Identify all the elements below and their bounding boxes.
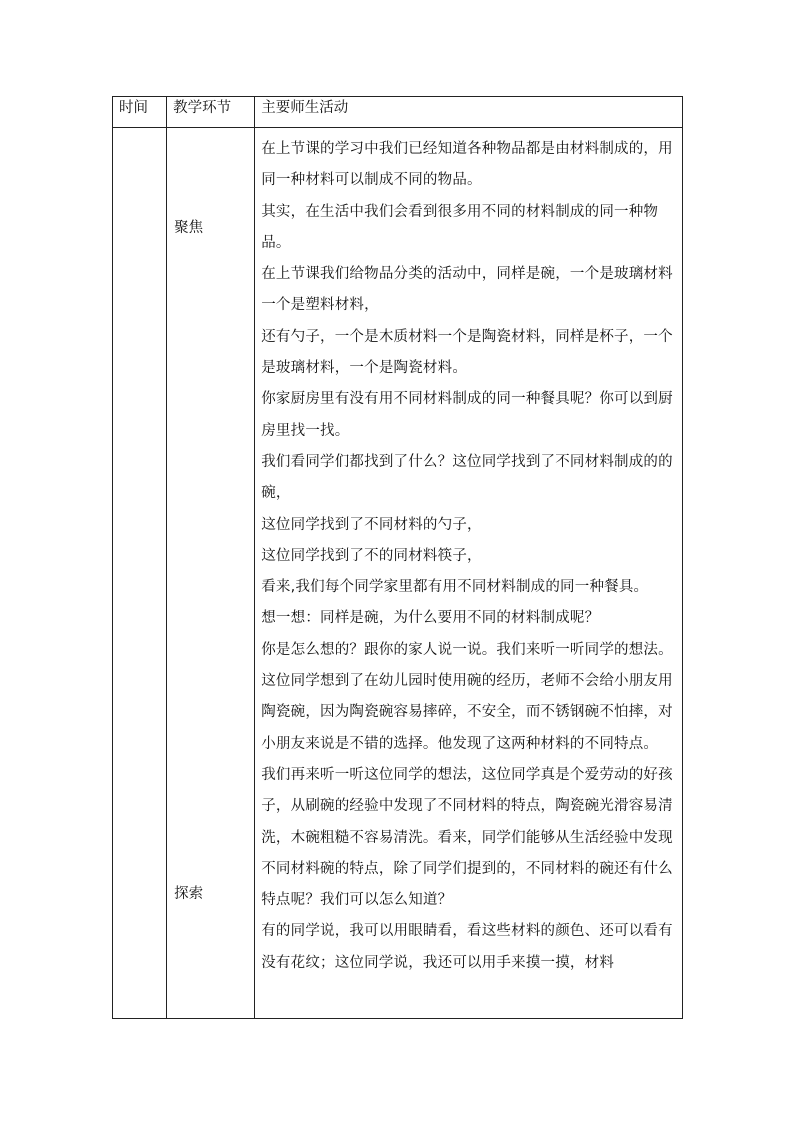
stage-explore: 探索 — [174, 886, 204, 902]
time-cell — [113, 128, 167, 1019]
header-stage: 教学环节 — [173, 100, 232, 116]
header-row — [113, 97, 683, 128]
activity-paragraph: 看来,我们每个同学家里都有用不同材料制成的同一种餐具。 — [261, 579, 649, 596]
activity-paragraph: 在上节课的学习中我们已经知道各种物品都是由材料制成的，用同一种材料可以制成不同的物品。 — [261, 141, 673, 189]
header-stage-cell — [167, 97, 255, 128]
header-time-cell — [113, 97, 167, 128]
header-time: 时间 — [119, 100, 148, 116]
header-activity-cell — [255, 97, 683, 128]
header-activity: 主要师生活动 — [261, 100, 349, 116]
stage-cell — [167, 128, 255, 1019]
lesson-plan-table — [112, 96, 683, 1019]
activity-paragraph: 其实，在生活中我们会看到很多用不同的材料制成的同一种物品。 — [261, 203, 659, 251]
activity-paragraph: 我们再来听一听这位同学的想法，这位同学真是个爱劳动的好孩子，从刷碗的经验中发现了不同材料的特点，陶瓷碗光滑容易清洗，木碗粗糙不容易清洗。看来，同学们能够从生活经验中发现不同材料碗的特点，除了同学们提到的，不同材料的碗还有什么特点呢？我们可以怎么知道？ — [261, 766, 673, 909]
activity-paragraph: 想一想：同样是碗，为什么要用不同的材料制成呢？ — [261, 610, 600, 627]
activity-paragraph: 在上节课我们给物品分类的活动中，同样是碗，一个是玻璃材料一个是塑料材料， — [261, 266, 673, 314]
stage-focus: 聚焦 — [174, 220, 204, 236]
activity-paragraph: 有的同学说，我可以用眼睛看，看这些材料的颜色、还可以看有没有花纹；这位同学说，我还可以用手来摸一摸，材料 — [261, 923, 673, 971]
activity-text — [255, 128, 682, 979]
activity-paragraph: 这位同学找到了不的同材料筷子， — [261, 547, 482, 564]
activity-paragraph: 我们看同学们都找到了什么？这位同学找到了不同材料制成的的碗， — [261, 453, 673, 502]
activity-cell — [255, 128, 683, 1019]
activity-paragraph: 你是怎么想的？跟你的家人说一说。我们来听一听同学的想法。这位同学想到了在幼儿园时使用碗的经历，老师不会给小朋友用陶瓷碗，因为陶瓷碗容易摔碎，不安全，而不锈钢碗不怕摔，对小朋友来说是不错的选择。他发现了这两种材料的不同特点。 — [261, 641, 673, 752]
activity-paragraph: 这位同学找到了不同材料的勺子， — [261, 516, 482, 533]
activity-paragraph: 还有勺子，一个是木质材料一个是陶瓷材料，同样是杯子，一个是玻璃材料，一个是陶瓷材料。 — [261, 328, 673, 377]
content-row — [113, 128, 683, 1019]
activity-paragraph: 你家厨房里有没有用不同材料制成的同一种餐具呢？你可以到厨房里找一找。 — [261, 391, 673, 439]
